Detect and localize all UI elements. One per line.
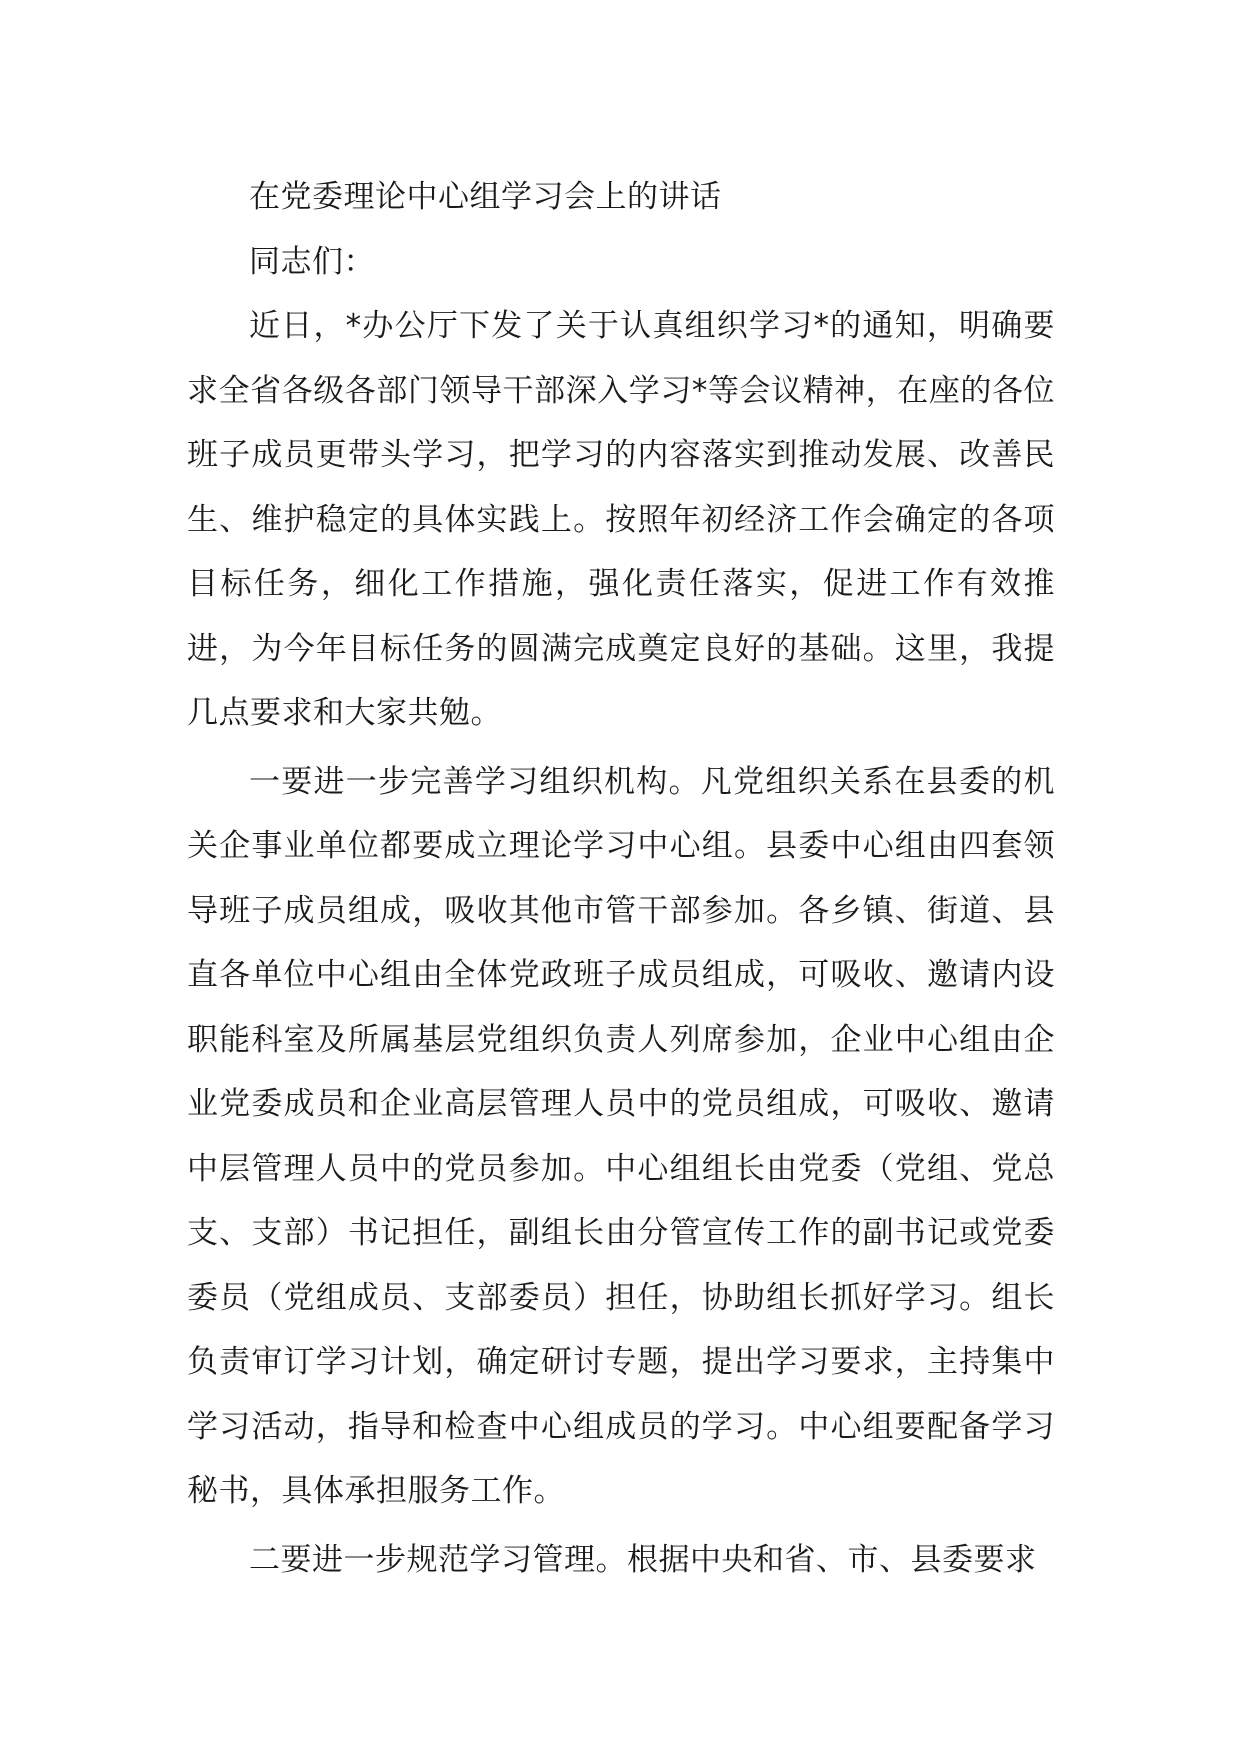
- document-title: 在党委理论中心组学习会上的讲话: [249, 179, 722, 215]
- paragraph-intro: 近日，*办公厅下发了关于认真组织学习*的通知，明确要求全省各级各部门领导干部深入学习*等会议精神，在座的各位班子成员更带头学习，把学习的内容落实到推动发展、改善民生、维护稳定的具体实践上。按照年初经济工作会确定的各项目标任务，细化工作措施，强化责任落实，促进工作有效推进，为今年目标任务的圆满完成奠定良好的基础。这里，我提几点要求和大家共勉。: [187, 308, 1055, 731]
- paragraph-point-one: 一要进一步完善学习组织机构。凡党组织关系在县委的机关企事业单位都要成立理论学习中心组。县委中心组由四套领导班子成员组成，吸收其他市管干部参加。各乡镇、街道、县直各单位中心组由全体党政班子成员组成，可吸收、邀请内设职能科室及所属基层党组织负责人列席参加，企业中心组由企业党委成员和企业高层管理人员中的党员组成，可吸收、邀请中层管理人员中的党员参加。中心组组长由党委（党组、党总支、支部）书记担任，副组长由分管宣传工作的副书记或党委委员（党组成员、支部委员）担任，协助组长抓好学习。组长负责审订学习计划，确定研讨专题，提出学习要求，主持集中学习活动，指导和检查中心组成员的学习。中心组要配备学习秘书，具体承担服务工作。: [187, 763, 1055, 1509]
- document-body: [187, 165, 1055, 1596]
- greeting: 同志们：: [249, 243, 375, 280]
- paragraph-point-two: 二要进一步规范学习管理。根据中央和省、市、县委要求: [249, 1541, 1037, 1578]
